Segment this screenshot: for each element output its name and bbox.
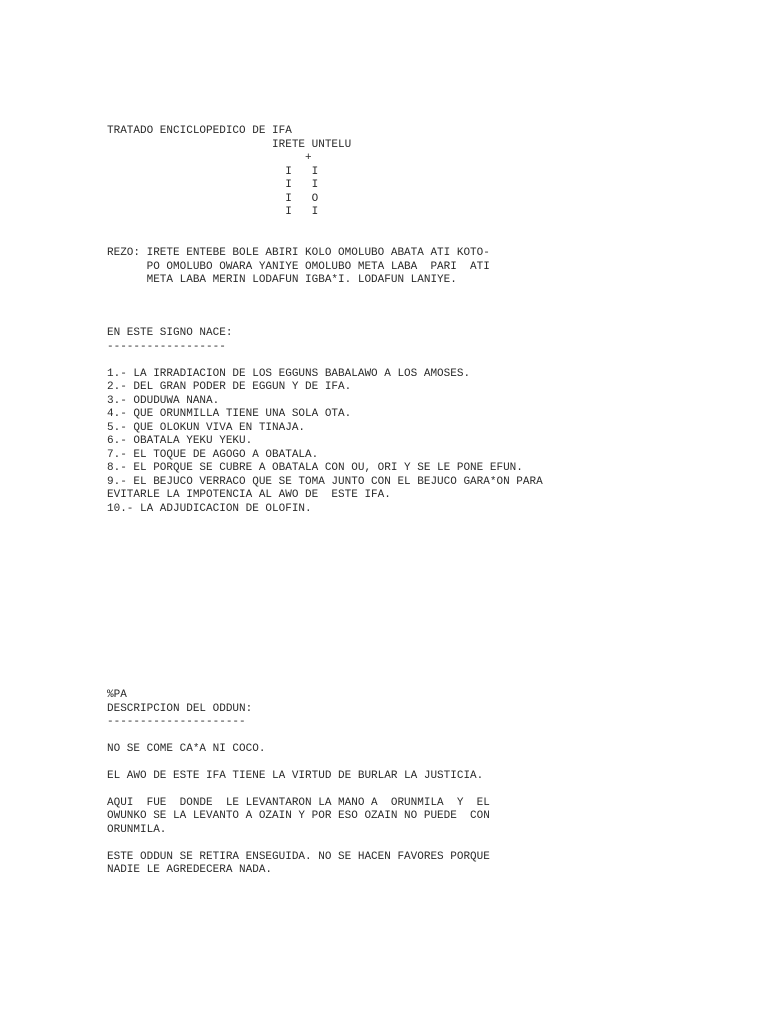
nace-item: 6.- OBATALA YEKU YEKU. [107, 435, 253, 447]
rezo-line: REZO: IRETE ENTEBE BOLE ABIRI KOLO OMOLUBO ABATA ATI KOTO- [107, 247, 490, 259]
nace-item: 7.- EL TOQUE DE AGOGO A OBATALA. [107, 449, 319, 461]
descripcion-paragraph-line: ORUNMILA. [107, 824, 167, 836]
sign-figure-line: I I [107, 166, 319, 178]
sign-figure-line: + [107, 152, 312, 164]
rezo-line: META LABA MERIN LODAFUN IGBA*I. LODAFUN LANIYE. [107, 274, 457, 286]
nace-heading: EN ESTE SIGNO NACE: [107, 327, 233, 339]
nace-item: 2.- DEL GRAN PODER DE EGGUN Y DE IFA. [107, 381, 352, 393]
document-title: TRATADO ENCICLOPEDICO DE IFA [107, 125, 292, 137]
descripcion-paragraph-line: AQUI FUE DONDE LE LEVANTARON LA MANO A ORUNMILA Y EL [107, 797, 490, 809]
descripcion-paragraph-line: OWUNKO SE LA LEVANTO A OZAIN Y POR ESO OZAIN NO PUEDE CON [107, 810, 490, 822]
descripcion-paragraph-line: NADIE LE AGREDECERA NADA. [107, 864, 273, 876]
nace-item: 10.- LA ADJUDICACION DE OLOFIN. [107, 503, 312, 515]
nace-underline: ------------------ [107, 341, 226, 353]
nace-item: 9.- EL BEJUCO VERRACO QUE SE TOMA JUNTO CON EL BEJUCO GARA*ON PARA [107, 476, 543, 488]
nace-item: EVITARLE LA IMPOTENCIA AL AWO DE ESTE IFA. [107, 489, 391, 501]
rezo-line: PO OMOLUBO OWARA YANIYE OMOLUBO META LABA PARI ATI [107, 261, 490, 273]
descripcion-paragraph-line: NO SE COME CA*A NI COCO. [107, 743, 266, 755]
sign-name: IRETE UNTELU [107, 139, 352, 151]
descripcion-paragraph-line: EL AWO DE ESTE IFA TIENE LA VIRTUD DE BURLAR LA JUSTICIA. [107, 770, 484, 782]
descripcion-underline: --------------------- [107, 716, 246, 728]
descripcion-heading: DESCRIPCION DEL ODDUN: [107, 703, 253, 715]
sign-figure-line: I I [107, 206, 319, 218]
nace-item: 8.- EL PORQUE SE CUBRE A OBATALA CON OU, ORI Y SE LE PONE EFUN. [107, 462, 523, 474]
page-marker: %PA [107, 689, 127, 701]
nace-item: 4.- QUE ORUNMILLA TIENE UNA SOLA OTA. [107, 408, 352, 420]
nace-item: 1.- LA IRRADIACION DE LOS EGGUNS BABALAWO A LOS AMOSES. [107, 368, 471, 380]
nace-item: 3.- ODUDUWA NANA. [107, 395, 220, 407]
sign-figure-line: I O [107, 193, 319, 205]
sign-figure-line: I I [107, 179, 319, 191]
descripcion-paragraph-line: ESTE ODDUN SE RETIRA ENSEGUIDA. NO SE HACEN FAVORES PORQUE [107, 851, 490, 863]
nace-item: 5.- QUE OLOKUN VIVA EN TINAJA. [107, 422, 306, 434]
